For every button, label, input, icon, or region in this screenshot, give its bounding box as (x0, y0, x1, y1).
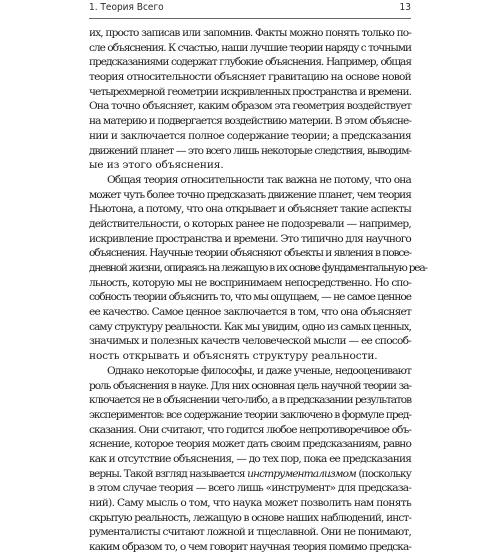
text-line: ключается не в объяснении чего-либо, а в предсказании результатов (89, 394, 411, 407)
text-line: в этом случае теория — всего лишь «инструмент» для предсказа- (89, 482, 411, 495)
text-line: яснение, которое теория может дать своим предсказаниям, равно (89, 438, 411, 451)
text-line: ний). Саму мысль о том, что наука может позволить нам понять (89, 497, 412, 509)
text-line: как и отсутствие объяснения, — до тех пор, пока ее предсказания (89, 452, 412, 465)
text-line: каким образом то, о чем говорит научная теория помимо предска- (89, 541, 411, 554)
text-line: рументалисты считают ложной и тщеславной. Они не понимают, (89, 526, 411, 539)
text-line: на материю и подвергается воздействию материи. В этом объясне- (89, 115, 411, 128)
text-line: нии и заключается полное содержание теории; а предсказания (89, 129, 411, 142)
text-line: объяснения. Научные теории объясняют объекты и явления в повсе- (89, 247, 411, 260)
text-line: экспериментов: все содержание теории заключено в формуле пред- (89, 408, 411, 421)
text-line: дневной жизни, опираясь на лежащую в их основе фундаментальную реа- (89, 262, 427, 274)
text-line: их, просто записав или запомнив. Факты можно понять только по- (89, 27, 411, 39)
text-line: скрытую реальность, лежащую в основе наших наблюдений, инст- (89, 511, 411, 524)
chapter-title: 1. Теория Всего (89, 2, 164, 13)
text-line: теория относительности объясняет гравитацию на основе новой (89, 71, 411, 84)
text-line: четырехмерной геометрии искривленных пространства и времени. (89, 85, 411, 98)
text-line: Однако некоторые философы, и даже ученые, недооценивают (107, 364, 411, 377)
text-line: льность, которую мы не воспринимаем непосредственно. Но спо- (89, 276, 411, 289)
text-line: роль объяснения в науке. Для них основная цель научной теории за- (89, 379, 411, 392)
running-header (89, 0, 411, 19)
text-line: Общая теория относительности так важна не потому, что она (107, 173, 411, 186)
text-line: движений планет — это всего лишь некоторые следствия, выводим- (89, 144, 411, 157)
text-line: Она точно объясняет, каким образом эта геометрия воздействует (89, 100, 412, 113)
page-number: 13 (399, 2, 411, 13)
text-line: ность открывать и объяснять структуру реальности. (89, 350, 378, 363)
text-line: действительности, о которых ранее не подозревали — например, (89, 217, 411, 230)
body-text (89, 26, 427, 555)
text-line: ее качество. Самое ценное заключается в том, что она объясняет (89, 306, 411, 319)
text-line: верны. Такой взгляд называется инструментализмом (поскольку (89, 467, 411, 480)
text-line: сказания. Они считают, что годится любое непротиворечивое объ- (89, 423, 411, 436)
text-line: значимых и полезных качеств человеческой мысли — ее способ- (89, 335, 411, 348)
text-line: может чуть более точно предсказать движение планет, чем теория (89, 188, 411, 201)
text-line: Ньютона, а потому, что она открывает и объясняет такие аспекты (89, 203, 411, 216)
text-line: искривление пространства и времени. Это типично для научного (89, 232, 411, 245)
text-line: саму структуру реальности. Как мы увидим, одно из самых ценных, (89, 320, 411, 333)
text-line: ые из этого объяснения. (89, 159, 224, 172)
text-line: собность теории объяснить то, что мы ощущаем, — не самое ценное (89, 291, 411, 304)
text-line: сле объяснения. К счастью, наши лучшие теории наряду с точными (89, 41, 411, 54)
text-line: предсказаниями содержат глубокие объяснения. Например, общая (89, 56, 411, 69)
italic-term: инструментализмом (247, 467, 356, 480)
